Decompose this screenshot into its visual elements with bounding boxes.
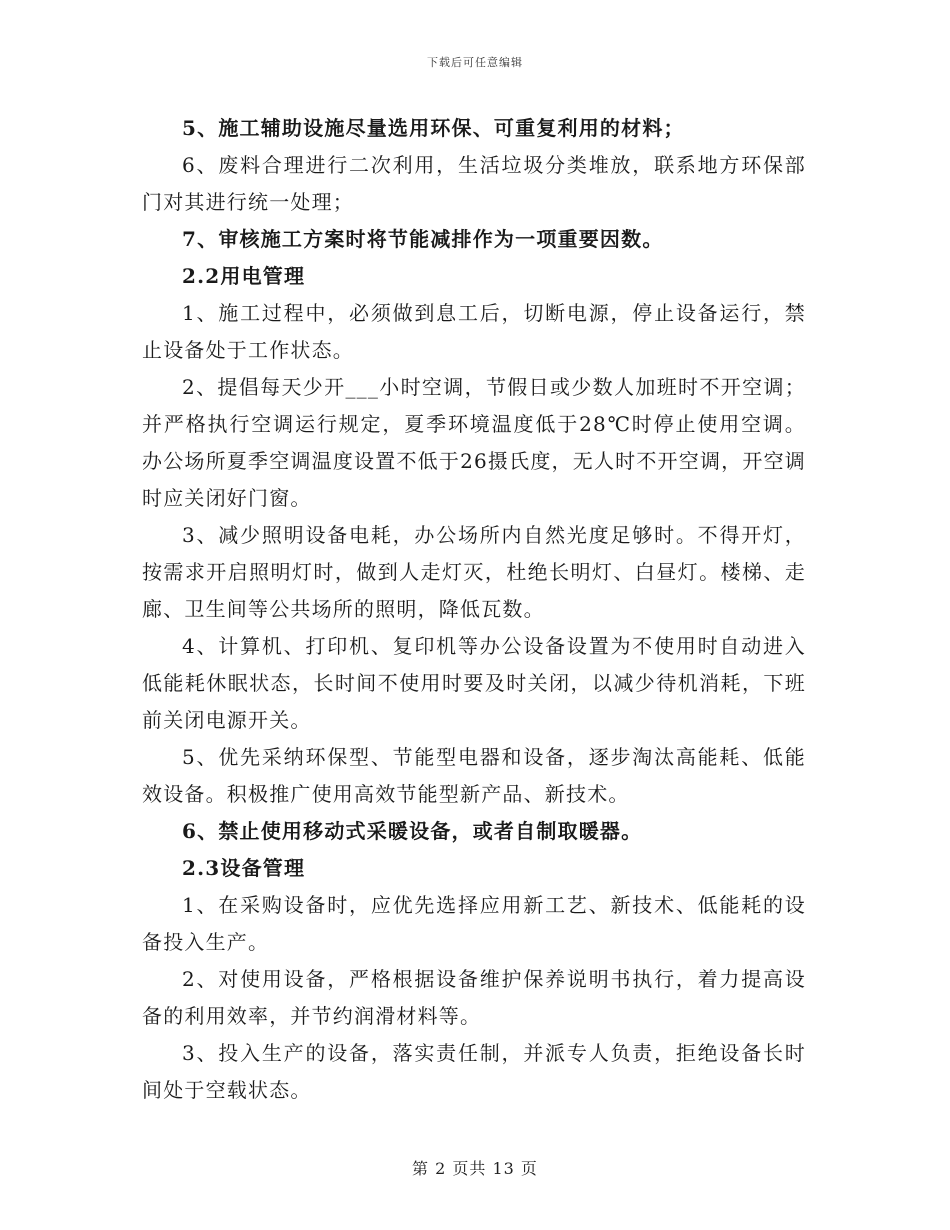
paragraph-8: 5、优先采纳环保型、节能型电器和设备，逐步淘汰高能耗、低能效设备。积极推广使用高效节能型新产品、新技术。: [142, 745, 806, 806]
section-heading-equipment-management: 2.3设备管理: [182, 856, 306, 880]
section-heading-power-management: 2.2用电管理: [182, 264, 306, 288]
paragraph-6: 3、减少照明设备电耗，办公场所内自然光度足够时。不得开灯，按需求开启照明灯时，做到人走灯灭，杜绝长明灯、白昼灯。楼梯、走廊、卫生间等公共场所的照明，降低瓦数。: [142, 523, 806, 621]
paragraph-1: 5、施工辅助设施尽量选用环保、可重复利用的材料；: [182, 116, 685, 140]
paragraph-3: 7、审核施工方案时将节能减排作为一项重要因数。: [182, 227, 664, 251]
document-body: [142, 110, 806, 1109]
paragraph-10: 1、在采购设备时，应优先选择应用新工艺、新技术、低能耗的设备投入生产。: [142, 893, 806, 954]
paragraph-5: 2、提倡每天少开___小时空调，节假日或少数人加班时不开空调；并严格执行空调运行规定，夏季环境温度低于28℃时停止使用空调。办公场所夏季空调温度设置不低于26摄氏度，无人时不开空调，开空调时应关闭好门窗。: [142, 375, 806, 510]
page-number-footer: 第 2 页共 13 页: [412, 1159, 538, 1178]
paragraph-11: 2、对使用设备，严格根据设备维护保养说明书执行，着力提高设备的利用效率，并节约润滑材料等。: [142, 967, 806, 1028]
page-header-note: 下载后可任意编辑: [427, 56, 523, 69]
paragraph-7: 4、计算机、打印机、复印机等办公设备设置为不使用时自动进入低能耗休眠状态，长时间不使用时要及时关闭，以减少待机消耗，下班前关闭电源开关。: [142, 634, 806, 732]
paragraph-2: 6、废料合理进行二次利用，生活垃圾分类堆放，联系地方环保部门对其进行统一处理；: [142, 153, 806, 214]
paragraph-4: 1、施工过程中，必须做到息工后，切断电源，停止设备运行，禁止设备处于工作状态。: [142, 301, 806, 362]
paragraph-9: 6、禁止使用移动式采暖设备，或者自制取暖器。: [182, 819, 643, 843]
paragraph-12: 3、投入生产的设备，落实责任制，并派专人负责，拒绝设备长时间处于空载状态。: [142, 1041, 806, 1102]
